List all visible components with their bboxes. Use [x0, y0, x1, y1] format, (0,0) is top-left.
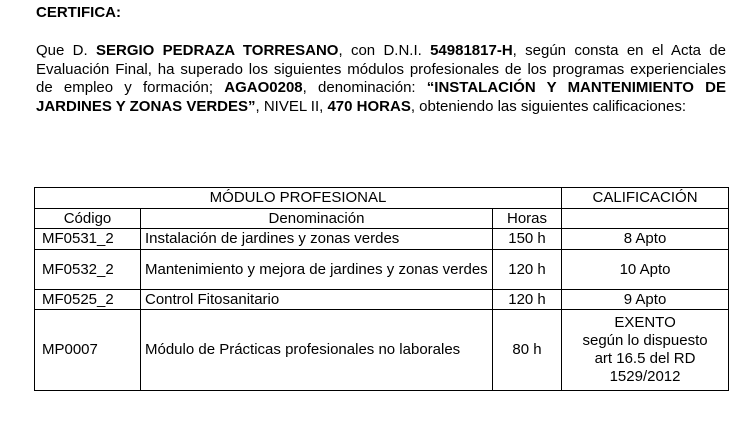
row-hours: 120 h: [493, 250, 562, 290]
row-grade: 8 Apto: [562, 229, 729, 250]
row-grade: [562, 310, 729, 391]
grade-line: según lo dispuesto: [582, 332, 708, 349]
row-code: MF0532_2: [35, 250, 141, 290]
para-text-4: , denominación:: [302, 79, 427, 96]
row-hours: 150 h: [493, 229, 562, 250]
grade-line: 1529/2012: [609, 368, 681, 385]
row-code: MP0007: [35, 310, 141, 391]
row-code: MF0525_2: [35, 290, 141, 310]
para-text-1: Que D.: [36, 42, 96, 59]
col-code-header: Código: [35, 209, 141, 229]
header-grade: CALIFICACIÓN: [562, 188, 729, 209]
row-name: Control Fitosanitario: [141, 290, 493, 310]
para-text-3: , según consta en el Acta de Evaluación Final, ha superado los siguientes módulos profesionales de los programas experienciales de empleo y formación;: [36, 42, 726, 96]
table-row: [35, 229, 729, 250]
row-code: MF0531_2: [35, 229, 141, 250]
row-grade: 10 Apto: [562, 250, 729, 290]
row-name: Módulo de Prácticas profesionales no laborales: [141, 310, 493, 391]
table-row: [35, 290, 729, 310]
row-hours: 120 h: [493, 290, 562, 310]
table-subheader-row: [35, 209, 729, 229]
certifica-heading: CERTIFICA:: [36, 4, 121, 21]
table-row: [35, 250, 729, 290]
col-hours-header: Horas: [493, 209, 562, 229]
col-grade-header: [562, 209, 729, 229]
header-module: MÓDULO PROFESIONAL: [35, 188, 562, 209]
grades-table: [34, 187, 729, 391]
row-name: Instalación de jardines y zonas verdes: [141, 229, 493, 250]
para-text-2: , con D.N.I.: [338, 42, 431, 59]
para-text-6: , obteniendo las siguientes calificaciones:: [410, 97, 687, 115]
program-hours: 470 HORAS: [327, 97, 411, 115]
program-code: AGAO0208: [224, 79, 303, 96]
table-header-row: [35, 188, 729, 209]
row-grade: 9 Apto: [562, 290, 729, 310]
table-row: [35, 310, 729, 391]
certificate-paragraph: [36, 42, 726, 116]
row-name: Mantenimiento y mejora de jardines y zonas verdes: [141, 250, 493, 290]
grade-line: EXENTO: [614, 314, 676, 331]
grade-line: art 16.5 del RD: [594, 350, 696, 367]
student-name: SERGIO PEDRAZA TORRESANO: [95, 42, 339, 59]
student-dni: 54981817-H: [430, 42, 513, 59]
col-name-header: Denominación: [141, 209, 493, 229]
program-name: “INSTALACIÓN Y MANTENIMIENTO DE JARDINES Y ZONAS VERDES”: [36, 79, 726, 115]
para-text-5: , NIVEL II,: [255, 97, 328, 115]
row-hours: 80 h: [493, 310, 562, 391]
